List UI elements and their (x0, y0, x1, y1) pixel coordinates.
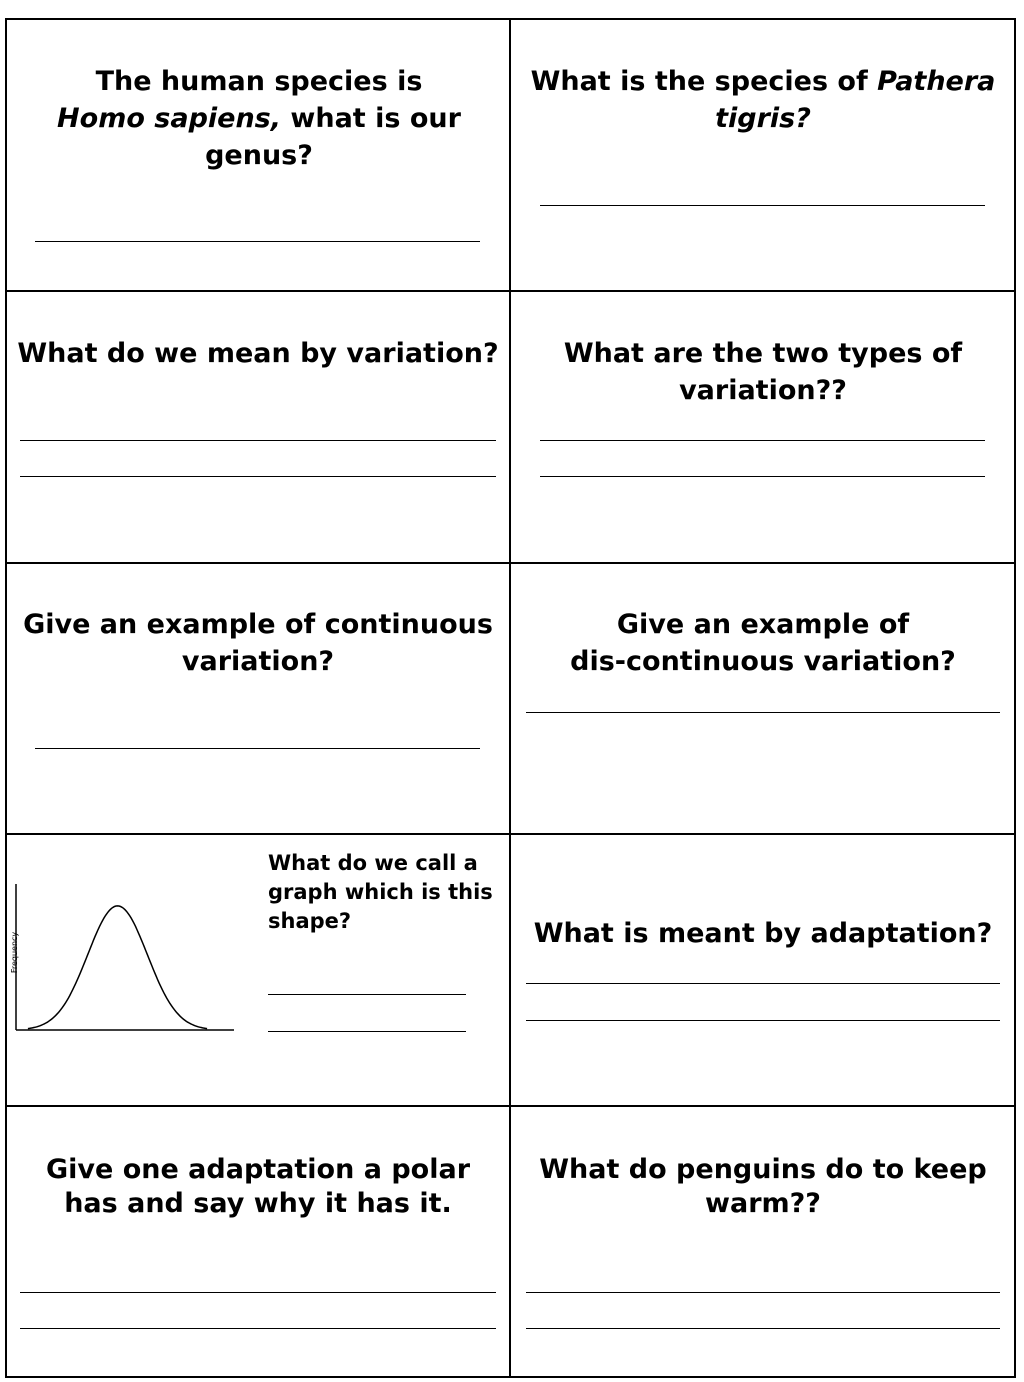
grid-divider-row-1 (5, 290, 1016, 292)
card-variation-question: What do we mean by variation? (17, 338, 499, 369)
answer-line[interactable] (540, 476, 985, 477)
answer-line[interactable] (526, 1328, 1000, 1329)
tiger-question-prefix: What is the species of (530, 66, 868, 97)
answer-line[interactable] (540, 440, 985, 441)
card-tiger-species-question (528, 63, 998, 137)
card-genus-question (20, 63, 498, 174)
discontinuous-line-2: dis-continuous variation? (570, 646, 956, 677)
chart-y-label: Frequency (10, 931, 20, 974)
bell-curve-chart (8, 880, 248, 1040)
answer-line[interactable] (20, 440, 496, 441)
normal-distribution-curve (28, 906, 207, 1029)
genus-question-prefix: The human species is (95, 66, 423, 97)
answer-line[interactable] (540, 205, 985, 206)
card-penguin-question: What do penguins do to keep warm?? (539, 1154, 987, 1219)
genus-question-species: Homo sapiens, (57, 103, 282, 134)
answer-line[interactable] (35, 748, 480, 749)
answer-line[interactable] (20, 476, 496, 477)
answer-line[interactable] (526, 1292, 1000, 1293)
answer-line[interactable] (35, 241, 480, 242)
card-polar-adaptation-question: Give one adaptation a polar has and say why it has it. (45, 1154, 471, 1219)
grid-divider-row-2 (5, 562, 1016, 564)
card-variation-types-question: What are the two types of variation?? (563, 338, 963, 406)
card-adaptation-question: What is meant by adaptation? (533, 918, 993, 949)
grid-divider-vertical (509, 18, 511, 1378)
card-graph-shape-question: What do we call a graph which is this shape? (268, 851, 493, 933)
answer-line[interactable] (20, 1292, 496, 1293)
answer-line[interactable] (268, 994, 466, 995)
genus-question-suffix: what is our genus? (205, 103, 461, 171)
discontinuous-line-1: Give an example of (616, 609, 910, 640)
answer-line[interactable] (20, 1328, 496, 1329)
answer-line[interactable] (268, 1031, 466, 1032)
card-continuous-question: Give an example of continuous variation? (23, 609, 493, 677)
grid-divider-row-3 (5, 833, 1016, 835)
card-discontinuous-question (520, 606, 1006, 680)
grid-divider-row-4 (5, 1105, 1016, 1107)
tiger-question-name: Pathera tigris? (715, 66, 996, 134)
answer-line[interactable] (526, 983, 1000, 984)
answer-line[interactable] (526, 712, 1000, 713)
answer-line[interactable] (526, 1020, 1000, 1021)
